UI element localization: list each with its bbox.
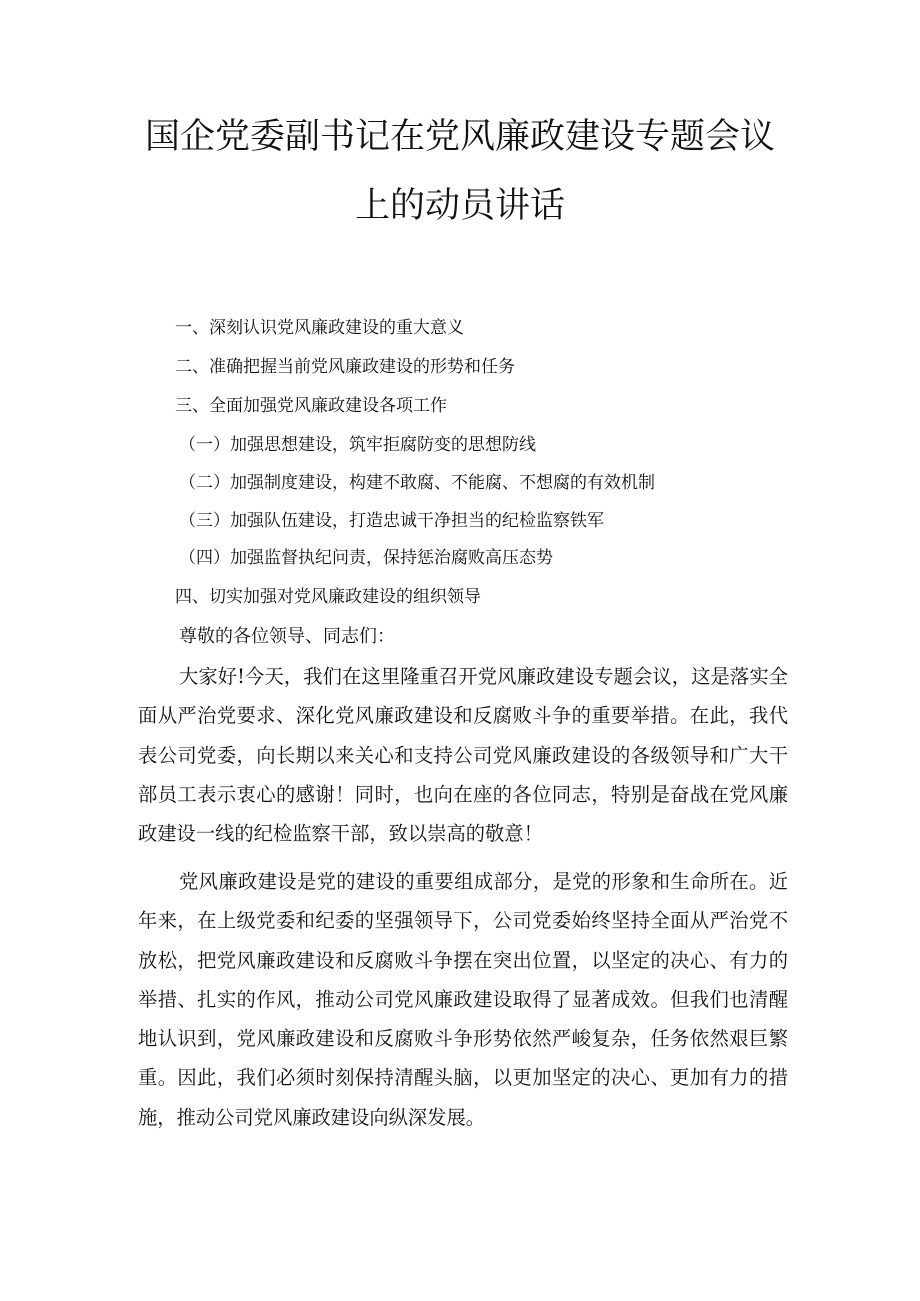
greeting: 尊敬的各位领导、同志们： <box>179 626 395 647</box>
outline-subitem-4: （四）加强监督执纪问责，保持惩治腐败高压态势 <box>179 548 553 568</box>
body-paragraph-2: 党风廉政建设是党的建设的重要组成部分，是党的形象和生命所在。近年来，在上级党委和纪委的坚强领导下，公司党委始终坚持全面从严治党不放松，把党风廉政建设和反腐败斗争摆在突出位置，以坚定的决心、有力的举措、扎实的作风，推动公司党风廉政建设取得了显著成效。但我们也清醒地认识到，党风廉政建设和反腐败斗争形势依然严峻复杂，任务依然艰巨繁重。因此，我们必须时刻保持清醒头脑，以更加坚定的决心、更加有力的措施，推动公司党风廉政建设向纵深发展。 <box>138 870 788 1129</box>
body-paragraph-1: 大家好!今天，我们在这里隆重召开党风廉政建设专题会议，这是落实全面从严治党要求、深化党风廉政建设和反腐败斗争的重要举措。在此，我代表公司党委，向长期以来关心和支持公司党风廉政建设的各级领导和广大干部员工表示衷心的感谢！同时，也向在座的各位同志，特别是奋战在党风廉政建设一线的纪检监察干部，致以崇高的敬意！ <box>138 665 788 846</box>
outline-item-2: 二、准确把握当前党风廉政建设的形势和任务 <box>175 357 515 377</box>
outline-item-3: 三、全面加强党风廉政建设各项工作 <box>175 396 447 416</box>
outline-subitem-1: （一）加强思想建设，筑牢拒腐防变的思想防线 <box>179 435 536 455</box>
document-title-line-2: 上的动员讲话 <box>354 186 565 226</box>
outline-subitem-3: （三）加强队伍建设，打造忠诚干净担当的纪检监察铁军 <box>179 511 604 531</box>
document-title-line-1: 国企党委副书记在党风廉政建设专题会议 <box>144 117 775 157</box>
outline-item-1: 一、深刻认识党风廉政建设的重大意义 <box>175 318 464 338</box>
outline-item-4: 四、切实加强对党风廉政建设的组织领导 <box>175 587 481 607</box>
outline-subitem-2: （二）加强制度建设，构建不敢腐、不能腐、不想腐的有效机制 <box>179 473 655 493</box>
